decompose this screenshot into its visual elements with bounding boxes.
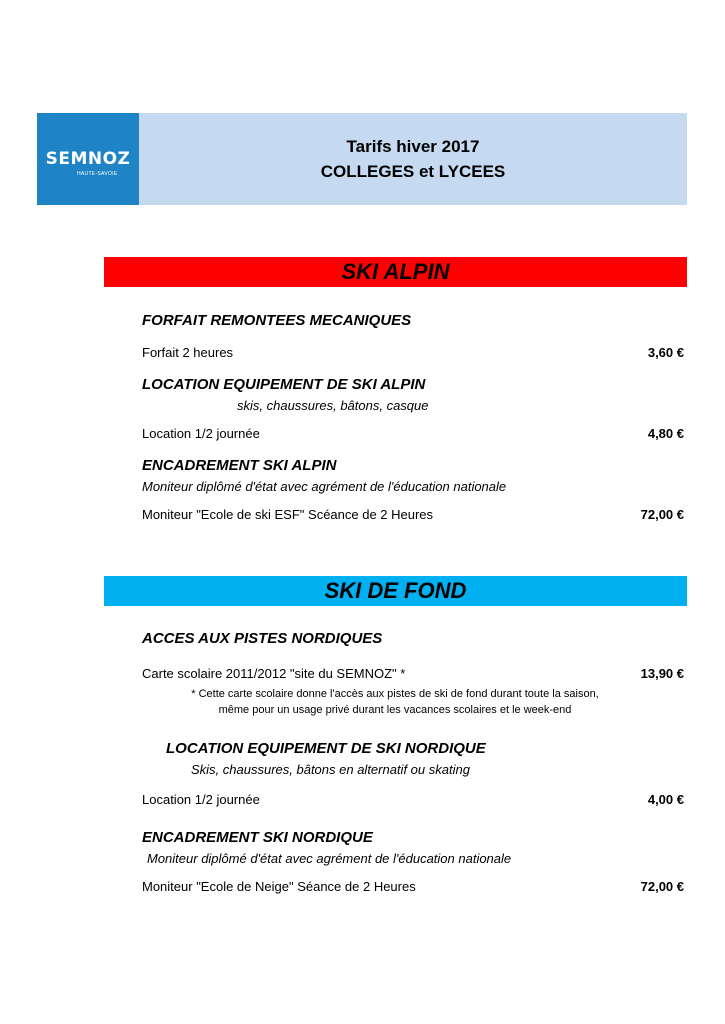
fond-location-item: Location 1/2 journée: [142, 792, 260, 807]
ski-alpin-banner: SKI ALPIN: [104, 257, 687, 287]
forfait-item: Forfait 2 heures: [142, 345, 234, 360]
forfait-price: 3,60 €: [647, 345, 684, 360]
acces-title: ACCES AUX PISTES NORDIQUES: [142, 630, 383, 647]
fond-location-title: LOCATION EQUIPEMENT DE SKI NORDIQUE: [166, 740, 486, 757]
alpin-encadrement-price: 72,00 €: [640, 507, 684, 522]
header-title: Tarifs hiver 2017: [346, 137, 480, 156]
fond-encadrement-price: 72,00 €: [640, 879, 684, 894]
alpin-encadrement-title: ENCADREMENT SKI ALPIN: [142, 457, 337, 474]
alpin-encadrement-item: Moniteur "Ecole de ski ESF" Scéance de 2 Heures: [142, 507, 434, 522]
logo-subtitle: HAUTE-SAVOIE: [77, 171, 118, 177]
acces-item: Carte scolaire 2011/2012 "site du SEMNOZ" *: [142, 666, 406, 681]
fond-encadrement-title: ENCADREMENT SKI NORDIQUE: [142, 829, 373, 846]
acces-note-line1: * Cette carte scolaire donne l'accès aux pistes de ski de fond durant toute la saison,: [191, 688, 599, 700]
ski-fond-banner: SKI DE FOND: [104, 576, 687, 606]
header-subtitle: COLLEGES et LYCEES: [320, 162, 506, 181]
fond-encadrement-subtitle: Moniteur diplômé d'état avec agrément de l'éducation nationale: [147, 851, 512, 866]
acces-note-line2: même pour un usage privé durant les vacances scolaires et le week-end: [218, 704, 572, 716]
fond-location-price: 4,00 €: [647, 792, 684, 807]
alpin-encadrement-subtitle: Moniteur diplômé d'état avec agrément de l'éducation nationale: [142, 479, 507, 494]
forfait-title: FORFAIT REMONTEES MECANIQUES: [142, 312, 412, 329]
semnoz-logo: [37, 113, 139, 205]
document-header: [139, 113, 687, 205]
alpin-location-title: LOCATION EQUIPEMENT DE SKI ALPIN: [142, 376, 426, 393]
logo-name: SEMNOZ: [45, 149, 131, 169]
acces-price: 13,90 €: [640, 666, 684, 681]
fond-encadrement-item: Moniteur "Ecole de Neige" Séance de 2 Heures: [142, 879, 416, 894]
fond-location-subtitle: Skis, chaussures, bâtons en alternatif ou skating: [191, 762, 470, 777]
alpin-location-price: 4,80 €: [647, 426, 684, 441]
alpin-location-subtitle: skis, chaussures, bâtons, casque: [237, 398, 429, 413]
alpin-location-item: Location 1/2 journée: [142, 426, 260, 441]
